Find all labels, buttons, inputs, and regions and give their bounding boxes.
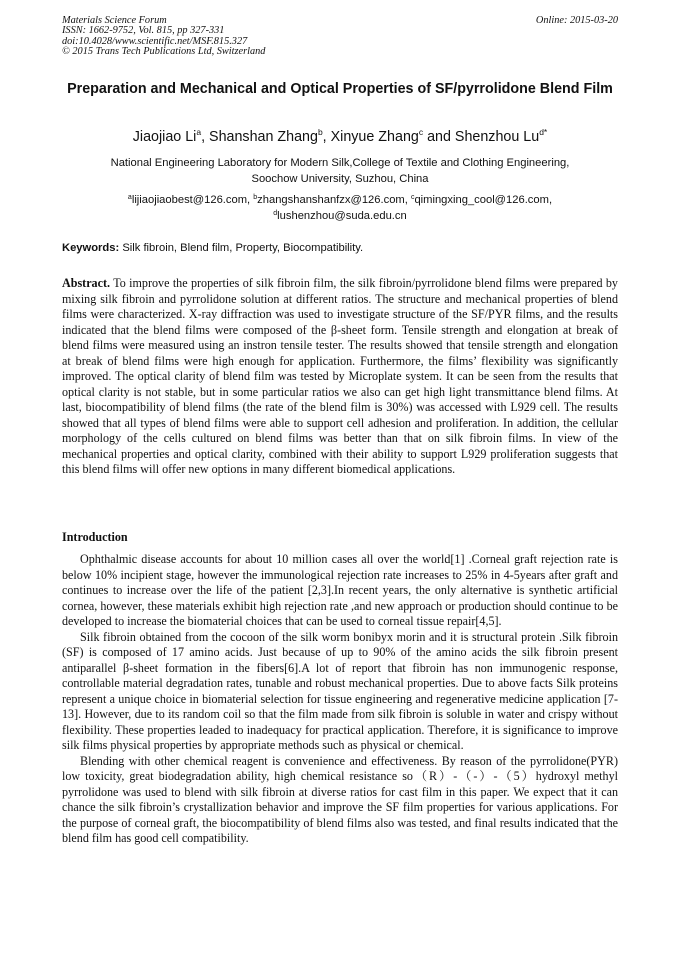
abstract	[62, 276, 618, 478]
author-name: Shanshan Zhang	[209, 129, 318, 145]
author-emails	[62, 193, 618, 224]
paragraph: Silk fibroin obtained from the cocoon of the silk worm bonibyx morin and it is structural protein .Silk fibroin (SF) is composed of 17 amino acids. Just because of up to 90% of the amino acids the silk fibroin present antiparallel β-sheet formation in the fibers[6].A lot of report that fibroin has non immunogenic response, controllable material degradation rates, tunable and robust mechanical properties. Due to above facts Silk proteins represent a unique choice in biomaterial selection for tissue engineering and regenerative medicine application [7-13]. However, due to its random coil so that the film made from silk fibroin is soluble in water and crispy without flexibility. These properties leaded to inadequacy for practical application. Therefore, it is significance to improve silk films physical properties by appropriate methods such as physical or chemical.	[62, 629, 618, 752]
email-address: lushenzhou@suda.edu.cn	[277, 209, 407, 222]
author-separator: and	[423, 129, 455, 145]
author-superscript: c	[418, 127, 424, 137]
email-address: zhangshanshanfzx@126.com,	[257, 194, 411, 206]
doi-line: doi:10.4028/www.scientific.net/MSF.815.327	[62, 35, 248, 47]
affiliation	[62, 156, 618, 187]
journal-name: Materials Science Forum	[62, 15, 167, 26]
paragraph: Blending with other chemical reagent is convenience and effectiveness. By reason of the pyrrolidone(PYR) low toxicity, great biodegradation ability, high chemical resistance so（R）-（-）-（5）hydroxyl methyl pyrrolidone was used to blend with silk fibroin at diverse ratios for cast film in this paper. We expect that it can chance the silk fibroin’s crystallization behavior and improve the SF film properties for various applications. For the purpose of corneal graft, the biocompatibility of blend films also was tested, and final results indicated that the blend film has good cell compatibility.	[62, 753, 618, 845]
author-separator: ,	[201, 129, 210, 145]
section-heading-introduction: Introduction	[62, 530, 128, 544]
keywords	[62, 241, 618, 256]
email-superscript: d	[273, 209, 278, 217]
email-address: qimingxing_cool@126.com,	[414, 194, 553, 206]
author-name: Xinyue Zhang	[330, 129, 419, 145]
email-superscript: b	[253, 194, 258, 201]
copyright-line: © 2015 Trans Tech Publications Ltd, Switzerland	[62, 45, 266, 57]
keywords-label: Keywords:	[62, 242, 120, 254]
abstract-label: Abstract.	[62, 276, 111, 290]
author-superscript: a	[196, 127, 202, 137]
email-superscript: a	[127, 194, 132, 201]
abstract-text: To improve the properties of silk fibroin film, the silk fibroin/pyrrolidone blend films were prepared by mixing silk fibroin and pyrrolidone solution at different ratios. The structure and mechanical properties of blend films were characterized. X-ray diffraction was used to investigate structure of the SF/PYR films, and the results indicated that the blend films were composed of the β-sheet form. Tensile strength and elongation at break of blend films were measured using an instron tensile tester. The results showed that tensile strength and elongation at break of blend films were high enough for application. Furthermore, the films’ flexibility was significantly improved. The optical clarity of blend film was tested by Microplate system. It can be seen from the results that optical clarity is not stable, but in some particular ratios we also can get high light transmittance blend films. At last, biocompatibility of blend films (the rate of the blend film is 30%) was accessed with L929 cell. The results showed that all types of blend films were able to support cell adhesion and proliferation. In addition, the cellular morphology of the cells cultured on blend films was better than that on silk fibroin films. In view of the mechanical properties and optical clarity, combined with their ability to support L929 proliferation suggests that this blend films will offer new options in many different biomedical applications.	[62, 276, 618, 476]
keywords-text: Silk fibroin, Blend film, Property, Biocompatibility.	[122, 242, 364, 254]
issn-line: ISSN: 1662-9752, Vol. 815, pp 327-331	[62, 25, 225, 37]
affiliation-line: National Engineering Laboratory for Modern Silk,College of Textile and Clothing Engineering,	[110, 157, 570, 169]
introduction-body	[62, 552, 618, 847]
author-superscript: d*	[539, 127, 548, 137]
online-date: Online: 2015-03-20	[535, 15, 618, 26]
author-name: Jiaojiao Li	[132, 129, 197, 145]
affiliation-line: Soochow University, Suzhou, China	[251, 172, 429, 185]
email-superscript: c	[410, 194, 415, 201]
journal-header	[62, 16, 265, 57]
paragraph: Ophthalmic disease accounts for about 10 million cases all over the world[1] .Corneal graft rejection rate is below 10% incipient stage, however the immunological rejection rate increases to 25% in 4-5years after graft and continues to increase over the life of the patient [2,3].In recent years, the only alternative is synthetic artificial cornea, however, these materials exhibit high rejection rate ,and new approach or production should continue to be developed to increase the biomaterial choices that can be used to corneal tissue repair[4,5].	[62, 552, 618, 628]
author-list	[62, 128, 618, 146]
author-name: Shenzhou Lu	[454, 129, 540, 145]
paper-title: Preparation and Mechanical and Optical Properties of SF/pyrrolidone Blend Film	[67, 81, 613, 97]
author-separator: ,	[322, 129, 331, 145]
author-superscript: b	[317, 127, 323, 137]
email-address: lijiaojiaobest@126.com,	[131, 194, 254, 206]
